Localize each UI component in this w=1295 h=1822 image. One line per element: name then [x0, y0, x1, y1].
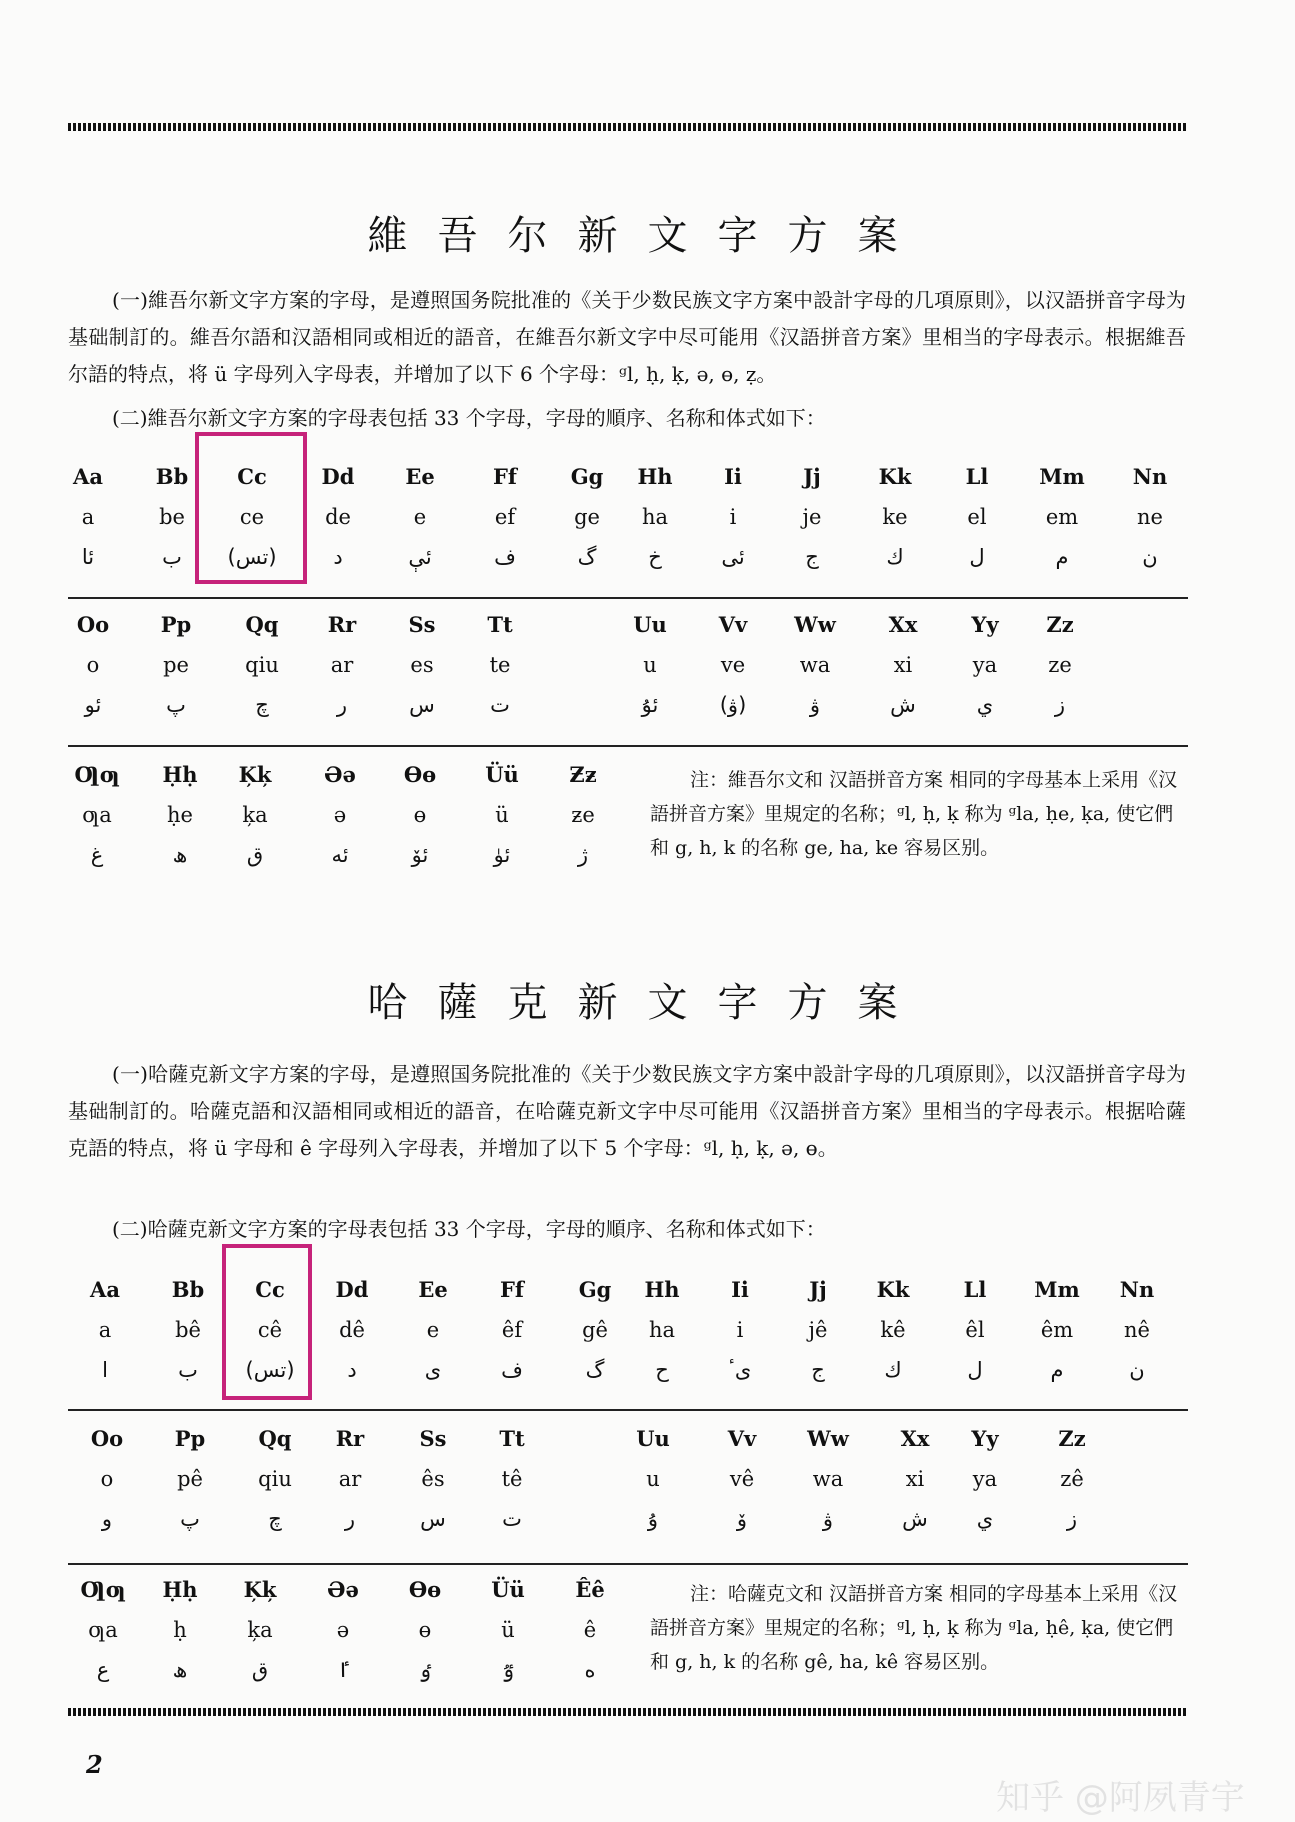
- uyghur-alphabet-letter: Ƶƶ: [569, 762, 597, 787]
- uyghur-alphabet-name: ke: [882, 505, 908, 529]
- uyghur-alphabet-name: ɵ: [413, 803, 427, 827]
- kazakh-alphabet-cell: [228, 1570, 292, 1690]
- uyghur-alphabet-form: چ: [255, 693, 269, 717]
- kazakh-alphabet-name: zê: [1060, 1467, 1084, 1491]
- kazakh-alphabet-name: pê: [177, 1467, 203, 1491]
- kazakh-alphabet-cell: [1040, 1419, 1104, 1539]
- kazakh-alphabet-form: ھ: [172, 1658, 188, 1682]
- uyghur-alphabet-cell: [953, 605, 1017, 725]
- uyghur-note: 注：維吾尔文和 汉語拼音方案 相同的字母基本上采用《汉語拼音方案》里規定的名称；ᵍl, ḥ, ḳ 称为 ᵍla, ḥe, ḳa, 使它們和 g, h, k 的名称 ge, ha, ke 容易区别。: [650, 769, 1178, 859]
- kazakh-alphabet-letter: Ƣƣ: [80, 1577, 126, 1602]
- uyghur-alphabet-cell: [223, 755, 287, 875]
- kazakh-alphabet-letter: Dd: [335, 1277, 369, 1302]
- kazakh-alphabet-cell: [158, 1419, 222, 1539]
- kazakh-alphabet-letter: Aa: [90, 1277, 120, 1302]
- kazakh-alphabet-cell: [786, 1270, 850, 1390]
- kazakh-alphabet-name: ês: [421, 1467, 445, 1491]
- kazakh-alphabet-form: ح: [655, 1358, 669, 1382]
- kazakh-cc-highlight-box: [222, 1244, 312, 1400]
- kazakh-alphabet-form: ٵ: [336, 1658, 350, 1682]
- kazakh-alphabet-name: nê: [1124, 1318, 1150, 1342]
- kazakh-alphabet-cell: [401, 1419, 465, 1539]
- uyghur-alphabet-cell: [61, 605, 125, 725]
- kazakh-alphabet-form: س: [420, 1507, 446, 1531]
- uyghur-alphabet-letter: Dd: [321, 464, 355, 489]
- kazakh-alphabet-form: ٶ: [418, 1658, 432, 1682]
- kazakh-alphabet-form: ع: [96, 1658, 110, 1682]
- uyghur-alphabet-form: ر: [336, 693, 348, 717]
- uyghur-alphabet-form: ت: [490, 693, 510, 717]
- kazakh-alphabet-letter: Ɵɵ: [408, 1577, 442, 1602]
- uyghur-alphabet-letter: Ff: [493, 464, 517, 489]
- uyghur-alphabet-name: ü: [495, 803, 509, 827]
- uyghur-alphabet-cell: [388, 457, 452, 577]
- kazakh-alphabet-name: xi: [905, 1467, 925, 1491]
- uyghur-alphabet-form: ف: [494, 545, 516, 569]
- kazakh-alphabet-letter: Êê: [575, 1577, 605, 1602]
- kazakh-alphabet-letter: Yy: [971, 1426, 999, 1451]
- uyghur-alphabet-letter: Ƣƣ: [74, 762, 120, 787]
- kazakh-paragraph-1: (一)哈薩克新文字方案的字母，是遵照国务院批准的《关于少数民族文字方案中設計字母的几項原則》，以汉語拼音字母为基础制訂的。哈薩克語和汉語相同或相近的語音，在哈薩克新文字中尽可能用《汉語拼音方案》里相当的字母表示。根据哈薩克語的特点，将 ü 字母和 ê 字母列入字母表，并增加了以下 5 个字母：ᵍl, ḥ, ḳ, ə, ɵ。: [68, 1062, 1186, 1160]
- bottom-decorative-rule: [68, 1708, 1188, 1716]
- kazakh-alphabet-form: ىٴ: [728, 1358, 752, 1382]
- kazakh-alphabet-form: ى: [424, 1358, 442, 1382]
- uyghur-alphabet-letter: Vv: [718, 612, 748, 637]
- uyghur-alphabet-form: ش: [890, 693, 916, 717]
- uyghur-alphabet-name: pe: [163, 653, 189, 677]
- kazakh-alphabet-name: qiu: [258, 1467, 292, 1491]
- uyghur-alphabet-cell: [308, 755, 372, 875]
- uyghur-alphabet-cell: [1118, 457, 1182, 577]
- uyghur-alphabet-name: ķa: [242, 803, 268, 827]
- kazakh-alphabet-name: ķa: [247, 1618, 273, 1642]
- kazakh-alphabet-letter: Üü: [491, 1577, 525, 1602]
- uyghur-alphabet-letter: Ww: [794, 612, 836, 637]
- kazakh-alphabet-form: گ: [585, 1358, 605, 1382]
- uyghur-alphabet-form: غ: [90, 843, 104, 867]
- uyghur-alphabet-form: س: [409, 693, 435, 717]
- uyghur-alphabet-cell: [945, 457, 1009, 577]
- kazakh-alphabet-form: ك: [884, 1358, 902, 1382]
- uyghur-alphabet-name: u: [643, 653, 657, 677]
- kazakh-alphabet-form: ر: [344, 1507, 356, 1531]
- kazakh-alphabet-name: gê: [582, 1318, 608, 1342]
- uyghur-alphabet-cell: [701, 457, 765, 577]
- uyghur-alphabet-form: ۋ: [809, 693, 821, 717]
- uyghur-alphabet-form: (ۋ): [719, 693, 747, 717]
- uyghur-alphabet-name: ƣa: [82, 803, 112, 827]
- kazakh-alphabet-form: پ: [180, 1507, 200, 1531]
- kazakh-alphabet-letter: Ss: [419, 1426, 447, 1451]
- uyghur-alphabet-form: (تس): [227, 545, 277, 569]
- kazakh-alphabet-letter: Ll: [963, 1277, 987, 1302]
- uyghur-alphabet-form: ئە: [331, 843, 349, 867]
- kazakh-alphabet-form: ۆ: [736, 1507, 748, 1531]
- uyghur-alphabet-name: ve: [720, 653, 746, 677]
- uyghur-alphabet-name: xi: [893, 653, 913, 677]
- kazakh-alphabet-form: ه: [584, 1658, 596, 1682]
- uyghur-alphabet-letter: Ḥḥ: [162, 762, 198, 787]
- kazakh-alphabet-cell: [480, 1419, 544, 1539]
- uyghur-alphabet-name: el: [967, 505, 987, 529]
- uyghur-alphabet-cell: [230, 605, 294, 725]
- uyghur-alphabet-letter: Ll: [965, 464, 989, 489]
- uyghur-alphabet-cell: [780, 457, 844, 577]
- uyghur-alphabet-cell: [1028, 605, 1092, 725]
- kazakh-alphabet-form: د: [347, 1358, 357, 1382]
- uyghur-alphabet-name: ze: [1048, 653, 1072, 677]
- uyghur-alphabet-form: ئى: [721, 545, 745, 569]
- kazakh-alphabet-name: a: [98, 1318, 112, 1342]
- kazakh-alphabet-form: ش: [902, 1507, 928, 1531]
- uyghur-alphabet-name: a: [81, 505, 95, 529]
- uyghur-alphabet-name: ya: [972, 653, 998, 677]
- uyghur-alphabet-name: qiu: [245, 653, 279, 677]
- uyghur-alphabet-name: ge: [574, 505, 600, 529]
- uyghur-alphabet-letter: Ɵɵ: [403, 762, 437, 787]
- uyghur-alphabet-form: ژ: [577, 843, 589, 867]
- kazakh-alphabet-form: ب: [178, 1358, 198, 1382]
- kazakh-alphabet-name: ḥ: [173, 1618, 187, 1642]
- uyghur-alphabet-cell: [551, 755, 615, 875]
- kazakh-alphabet-cell: [318, 1419, 382, 1539]
- uyghur-alphabet-form: ل: [969, 545, 985, 569]
- kazakh-alphabet-form: ل: [967, 1358, 983, 1382]
- uyghur-alphabet-name: wa: [799, 653, 831, 677]
- kazakh-alphabet-cell: [943, 1270, 1007, 1390]
- uyghur-alphabet-form: ك: [886, 545, 904, 569]
- uyghur-alphabet-letter: Yy: [971, 612, 999, 637]
- kazakh-alphabet-cell: [1025, 1270, 1089, 1390]
- kazakh-alphabet-cell: [148, 1570, 212, 1690]
- kazakh-alphabet-cell: [480, 1270, 544, 1390]
- kazakh-alphabet-letter: Ff: [500, 1277, 524, 1302]
- kazakh-alphabet-form: چ: [268, 1507, 282, 1531]
- uyghur-row-separator-2: [68, 745, 1188, 747]
- uyghur-alphabet-name: o: [86, 653, 100, 677]
- kazakh-alphabet-cell: [320, 1270, 384, 1390]
- kazakh-alphabet-letter: Oo: [90, 1426, 124, 1451]
- kazakh-alphabet-letter: Cc: [255, 1277, 285, 1302]
- uyghur-alphabet-cell: [388, 755, 452, 875]
- uyghur-alphabet-letter: Gg: [570, 464, 604, 489]
- uyghur-alphabet-name: ce: [239, 505, 265, 529]
- uyghur-alphabet-name: ə: [333, 803, 347, 827]
- uyghur-alphabet-letter: Aa: [73, 464, 103, 489]
- uyghur-alphabet-letter: Ķķ: [238, 762, 272, 787]
- kazakh-alphabet-form: ز: [1066, 1507, 1078, 1531]
- uyghur-alphabet-cell: [1030, 457, 1094, 577]
- uyghur-alphabet-cell: [470, 755, 534, 875]
- kazakh-alphabet-form: ا: [102, 1358, 108, 1382]
- uyghur-alphabet-cell: [148, 755, 212, 875]
- kazakh-alphabet-letter: Ee: [418, 1277, 448, 1302]
- uyghur-alphabet-cell: [65, 755, 129, 875]
- uyghur-alphabet-form: ن: [1142, 545, 1158, 569]
- uyghur-alphabet-name: ha: [641, 505, 669, 529]
- uyghur-alphabet-name: es: [410, 653, 434, 677]
- kazakh-alphabet-name: ar: [338, 1467, 362, 1491]
- kazakh-alphabet-name: o: [100, 1467, 114, 1491]
- kazakh-alphabet-name: wa: [812, 1467, 844, 1491]
- kazakh-alphabet-form: ۋ: [822, 1507, 834, 1531]
- uyghur-alphabet-form: ب: [162, 545, 182, 569]
- kazakh-alphabet-form: و: [101, 1507, 113, 1531]
- kazakh-alphabet-letter: Bb: [171, 1277, 205, 1302]
- kazakh-alphabet-name: bê: [175, 1318, 201, 1342]
- uyghur-alphabet-name: ne: [1137, 505, 1163, 529]
- uyghur-alphabet-name: em: [1045, 505, 1079, 529]
- uyghur-alphabet-cell: [306, 457, 370, 577]
- kazakh-alphabet-cell: [630, 1270, 694, 1390]
- kazakh-alphabet-letter: Jj: [809, 1277, 827, 1302]
- kazakh-alphabet-name: u: [646, 1467, 660, 1491]
- kazakh-alphabet-form: ن: [1129, 1358, 1145, 1382]
- kazakh-alphabet-name: ɵ: [418, 1618, 432, 1642]
- uyghur-alphabet-form: م: [1055, 545, 1069, 569]
- kazakh-alphabet-letter: Vv: [727, 1426, 757, 1451]
- kazakh-alphabet-name: êm: [1040, 1318, 1074, 1342]
- uyghur-alphabet-letter: Uu: [633, 612, 667, 637]
- uyghur-alphabet-letter: Mm: [1039, 464, 1085, 489]
- page-number: 2: [86, 1750, 103, 1779]
- uyghur-alphabet-letter: Jj: [803, 464, 821, 489]
- kazakh-alphabet-name: ha: [648, 1318, 676, 1342]
- kazakh-alphabet-letter: Zz: [1058, 1426, 1086, 1451]
- uyghur-alphabet-cell: [310, 605, 374, 725]
- kazakh-paragraph-2: (二)哈薩克新文字方案的字母表包括 33 个字母，字母的順序、名称和体式如下：: [112, 1217, 826, 1241]
- kazakh-alphabet-form: ٷ: [501, 1658, 515, 1682]
- kazakh-alphabet-cell: [476, 1570, 540, 1690]
- uyghur-alphabet-cell: [623, 457, 687, 577]
- uyghur-alphabet-letter: Üü: [485, 762, 519, 787]
- uyghur-alphabet-form: ئۈ: [493, 843, 511, 867]
- uyghur-alphabet-name: be: [159, 505, 185, 529]
- kazakh-alphabet-letter: Ḥḥ: [162, 1577, 198, 1602]
- kazakh-title: 哈薩克新文字方案: [367, 980, 928, 1026]
- kazakh-alphabet-letter: Xx: [900, 1426, 930, 1451]
- kazakh-alphabet-letter: Tt: [499, 1426, 525, 1451]
- kazakh-alphabet-name: vê: [729, 1467, 755, 1491]
- uyghur-alphabet-name: ƶe: [571, 803, 595, 827]
- kazakh-alphabet-name: dê: [339, 1318, 365, 1342]
- uyghur-paragraph-1: (一)維吾尔新文字方案的字母，是遵照国务院批准的《关于少数民族文字方案中設計字母的几項原則》，以汉語拼音字母为基础制訂的。維吾尔語和汉語相同或相近的語音，在維吾尔新文字中尽可能用《汉語拼音方案》里相当的字母表示。根据維吾尔語的特点，将 ü 字母列入字母表，并增加了以下 6 个字母：ᵍl, ḥ, ḳ, ə, ɵ, ẓ。: [68, 288, 1186, 386]
- uyghur-alphabet-letter: Ee: [405, 464, 435, 489]
- kazakh-alphabet-cell: [156, 1270, 220, 1390]
- uyghur-alphabet-name: je: [802, 505, 822, 529]
- kazakh-alphabet-form: م: [1050, 1358, 1064, 1382]
- kazakh-alphabet-letter: Əə: [327, 1577, 359, 1602]
- uyghur-alphabet-name: ḥe: [167, 803, 193, 827]
- kazakh-alphabet-form: ۇ: [647, 1507, 659, 1531]
- kazakh-alphabet-form: ق: [251, 1658, 269, 1682]
- uyghur-alphabet-form: ي: [976, 693, 994, 717]
- uyghur-title: 維吾尔新文字方案: [367, 213, 928, 259]
- kazakh-alphabet-cell: [311, 1570, 375, 1690]
- uyghur-alphabet-form: ج: [805, 545, 819, 569]
- top-decorative-rule: [68, 123, 1188, 131]
- uyghur-alphabet-name: ar: [330, 653, 354, 677]
- uyghur-alphabet-letter: Pp: [160, 612, 192, 637]
- uyghur-alphabet-cell: [144, 605, 208, 725]
- kazakh-alphabet-cell: [563, 1270, 627, 1390]
- kazakh-alphabet-name: ê: [583, 1618, 597, 1642]
- uyghur-alphabet-cell: [618, 605, 682, 725]
- kazakh-alphabet-letter: Uu: [636, 1426, 670, 1451]
- kazakh-alphabet-name: i: [736, 1318, 744, 1342]
- uyghur-alphabet-cell: [863, 457, 927, 577]
- kazakh-alphabet-name: ƣa: [88, 1618, 118, 1642]
- kazakh-alphabet-letter: Mm: [1034, 1277, 1080, 1302]
- uyghur-alphabet-cell: [473, 457, 537, 577]
- kazakh-alphabet-cell: [883, 1419, 947, 1539]
- uyghur-cc-highlight-box: [195, 432, 307, 584]
- kazakh-alphabet-letter: Hh: [644, 1277, 680, 1302]
- uyghur-alphabet-letter: Əə: [324, 762, 356, 787]
- uyghur-alphabet-name: e: [413, 505, 427, 529]
- uyghur-alphabet-name: te: [489, 653, 511, 677]
- uyghur-alphabet-letter: Hh: [637, 464, 673, 489]
- uyghur-alphabet-letter: Xx: [888, 612, 918, 637]
- uyghur-alphabet-name: i: [729, 505, 737, 529]
- uyghur-alphabet-cell: [56, 457, 120, 577]
- uyghur-alphabet-form: ھ: [172, 843, 188, 867]
- kazakh-alphabet-letter: Ii: [731, 1277, 749, 1302]
- uyghur-alphabet-letter: Qq: [245, 612, 279, 637]
- kazakh-alphabet-letter: Nn: [1119, 1277, 1155, 1302]
- kazakh-alphabet-letter: Qq: [258, 1426, 292, 1451]
- uyghur-alphabet-cell: [390, 605, 454, 725]
- watermark: 知乎 @阿夙青宇: [996, 1778, 1245, 1818]
- kazakh-alphabet-cell: [71, 1570, 135, 1690]
- uyghur-alphabet-cell: [555, 457, 619, 577]
- kazakh-alphabet-letter: Pp: [174, 1426, 206, 1451]
- kazakh-row-separator-2: [68, 1563, 1188, 1565]
- kazakh-alphabet-cell: [75, 1419, 139, 1539]
- kazakh-alphabet-cell: [861, 1270, 925, 1390]
- uyghur-alphabet-form: ئا: [81, 545, 95, 569]
- kazakh-alphabet-letter: Rr: [335, 1426, 365, 1451]
- kazakh-alphabet-letter: Kk: [876, 1277, 910, 1302]
- uyghur-alphabet-form: خ: [648, 545, 662, 569]
- kazakh-alphabet-name: êl: [965, 1318, 985, 1342]
- kazakh-alphabet-cell: [953, 1419, 1017, 1539]
- uyghur-alphabet-form: ز: [1054, 693, 1066, 717]
- kazakh-alphabet-form: ف: [501, 1358, 523, 1382]
- uyghur-alphabet-letter: Ii: [724, 464, 742, 489]
- kazakh-alphabet-name: êf: [501, 1318, 523, 1342]
- uyghur-alphabet-letter: Ss: [408, 612, 436, 637]
- kazakh-alphabet-name: jê: [808, 1318, 828, 1342]
- kazakh-alphabet-cell: [1105, 1270, 1169, 1390]
- kazakh-alphabet-cell: [621, 1419, 685, 1539]
- kazakh-alphabet-name: e: [426, 1318, 440, 1342]
- uyghur-alphabet-form: ئۆ: [411, 843, 429, 867]
- uyghur-row-separator-1: [68, 597, 1188, 599]
- kazakh-alphabet-form: ي: [976, 1507, 994, 1531]
- kazakh-alphabet-name: ü: [501, 1618, 515, 1642]
- uyghur-alphabet-form: ئې: [408, 545, 432, 569]
- uyghur-alphabet-name: de: [325, 505, 351, 529]
- uyghur-alphabet-cell: [783, 605, 847, 725]
- uyghur-alphabet-form: د: [333, 545, 343, 569]
- kazakh-alphabet-form: ت: [502, 1507, 522, 1531]
- kazakh-alphabet-cell: [796, 1419, 860, 1539]
- kazakh-alphabet-cell: [401, 1270, 465, 1390]
- uyghur-alphabet-form: ئو: [84, 693, 102, 717]
- uyghur-alphabet-form: ق: [246, 843, 264, 867]
- kazakh-alphabet-letter: Gg: [578, 1277, 612, 1302]
- kazakh-alphabet-cell: [243, 1419, 307, 1539]
- uyghur-alphabet-form: پ: [166, 693, 186, 717]
- uyghur-paragraph-2: (二)維吾尔新文字方案的字母表包括 33 个字母，字母的順序、名称和体式如下：: [112, 406, 826, 430]
- uyghur-alphabet-name: ef: [494, 505, 516, 529]
- uyghur-alphabet-cell: [468, 605, 532, 725]
- kazakh-alphabet-cell: [710, 1419, 774, 1539]
- kazakh-alphabet-form: ج: [811, 1358, 825, 1382]
- kazakh-alphabet-cell: [708, 1270, 772, 1390]
- kazakh-note: 注：哈薩克文和 汉語拼音方案 相同的字母基本上采用《汉語拼音方案》里規定的名称；ᵍl, ḥ, ḳ 称为 ᵍla, ḥê, ḳa, 使它們和 g, h, k 的名称 gê, ha, kê 容易区别。: [650, 1583, 1178, 1673]
- uyghur-alphabet-letter: Rr: [327, 612, 357, 637]
- kazakh-alphabet-cell: [558, 1570, 622, 1690]
- uyghur-alphabet-letter: Kk: [878, 464, 912, 489]
- kazakh-alphabet-name: tê: [501, 1467, 523, 1491]
- kazakh-alphabet-name: cê: [257, 1318, 283, 1342]
- kazakh-alphabet-cell: [73, 1270, 137, 1390]
- uyghur-alphabet-form: ئۇ: [641, 693, 659, 717]
- kazakh-alphabet-name: ya: [972, 1467, 998, 1491]
- kazakh-alphabet-name: ə: [336, 1618, 350, 1642]
- kazakh-alphabet-letter: Ww: [807, 1426, 849, 1451]
- uyghur-alphabet-cell: [701, 605, 765, 725]
- uyghur-alphabet-form: گ: [577, 545, 597, 569]
- uyghur-alphabet-letter: Cc: [237, 464, 267, 489]
- uyghur-alphabet-letter: Bb: [155, 464, 189, 489]
- uyghur-alphabet-cell: [871, 605, 935, 725]
- uyghur-alphabet-letter: Tt: [487, 612, 513, 637]
- uyghur-alphabet-letter: Oo: [76, 612, 110, 637]
- kazakh-alphabet-letter: Ķķ: [243, 1577, 277, 1602]
- kazakh-row-separator-1: [68, 1409, 1188, 1411]
- kazakh-alphabet-name: kê: [880, 1318, 906, 1342]
- uyghur-alphabet-letter: Zz: [1046, 612, 1074, 637]
- uyghur-alphabet-letter: Nn: [1132, 464, 1168, 489]
- kazakh-alphabet-form: (تس): [245, 1358, 295, 1382]
- kazakh-alphabet-cell: [393, 1570, 457, 1690]
